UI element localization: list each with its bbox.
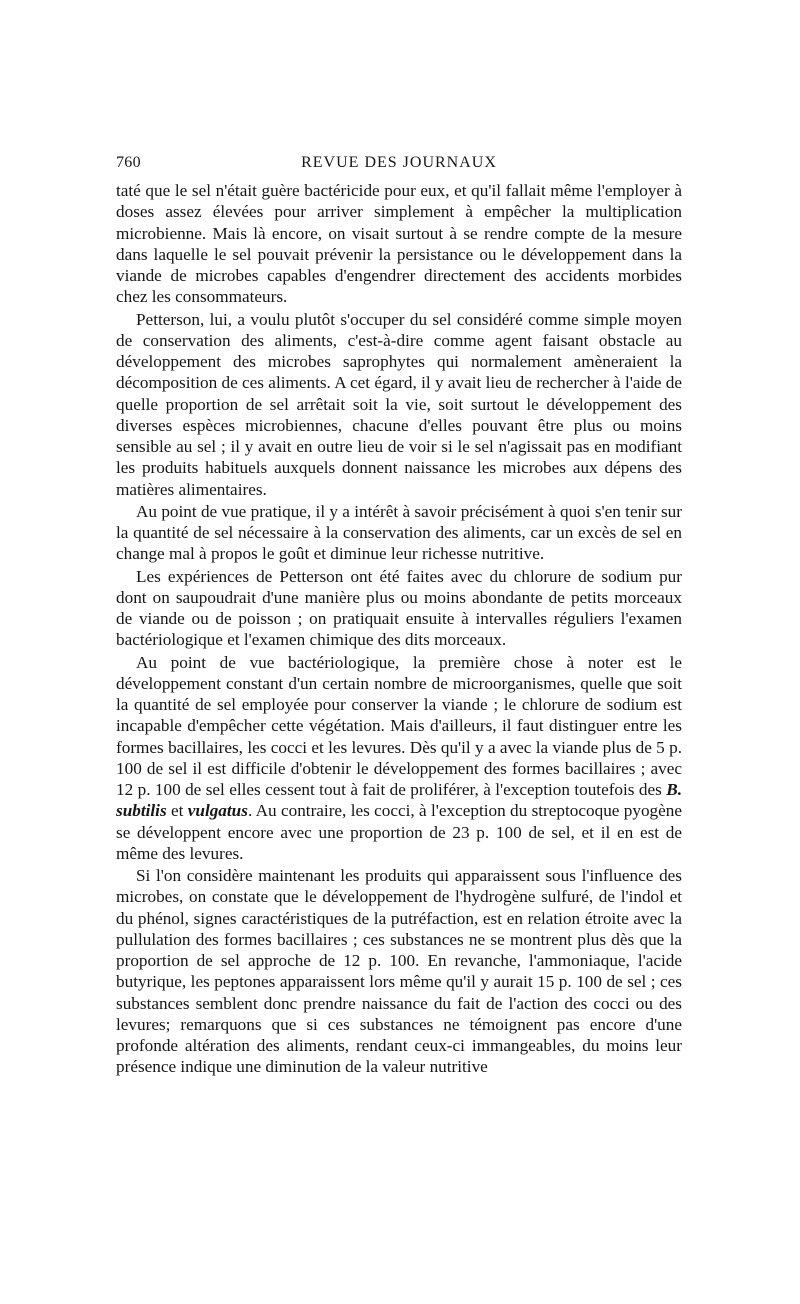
page-number: 760 — [116, 154, 141, 171]
paragraph-bacteriology — [116, 652, 682, 865]
paragraph-chemical-products: Si l'on considère maintenant les produits qui apparaissent sous l'influence des microbes, on constate que le développement de l'hydrogène sulfuré, de l'indol et du phénol, signes caractéristiques de la putréfaction, est en relation étroite avec la pullulation des formes bacillaires ; ces substances ne se montrent plus dès que la proportion de sel approche de 12 p. 100. En revanche, l'ammoniaque, l'acide butyrique, les peptones apparaissent lors même qu'il y aurait 15 p. 100 de sel ; ces substances semblent donc prendre naissance du fait de l'action des cocci ou des levures; remarquons que si ces substances ne témoignent pas encore d'une profonde altération des aliments, rendant ceux-ci immangeables, du moins leur présence indique une diminution de la valeur nutritive — [116, 866, 682, 1077]
bacteriology-text-start: Au point de vue bactériologique, la première chose à noter est le développement constant d'un certain nombre de microorganismes, quelle que soit la quantité de sel employée pour conserver la viande ; le chlorure de sodium est incapable d'empêcher cette végétation. Mais d'ailleurs, il faut distinguer entre les formes bacillaires, les cocci et les levures. Dès qu'il y a avec la viande plus de 5 p. 100 de sel il est difficile d'obtenir le développement des formes bacillaires ; avec 12 p. 100 de sel elles cessent tout à fait de proliférer, à l'exception toutefois des — [116, 652, 682, 799]
paragraph-experiments: Les expériences de Petterson ont été faites avec du chlorure de sodium pur dont on saupoudrait d'une manière plus ou moins abondante de petits morceaux de viande ou de poisson ; on pratiquait ensuite à intervalles réguliers l'examen bactériologique et l'examen chimique des dits morceaux. — [116, 566, 682, 650]
species-name-vulgatus: vulgatus — [187, 801, 248, 821]
running-head — [116, 154, 682, 180]
species-name-subtilis: B. subtilis — [116, 780, 683, 821]
paragraph-petterson-aim: Petterson, lui, a voulu plutôt s'occuper du sel considéré comme simple moyen de conservation des aliments, c'est-à-dire comme agent faisant obstacle au développement des microbes saprophytes qui normalement amèneraient la décomposition de ces aliments. A cet égard, il y avait lieu de rechercher à l'aide de quelle proportion de sel arrêtait soit la vie, soit surtout le développement des diverses espèces microbiennes, chacune d'elles pouvant être plus ou moins sensible au sel ; il y avait en outre lieu de voir si le sel n'agissait pas en modifiant les produits habituels auxquels donnent naissance les microbes aux dépens des matières alimentaires. — [116, 309, 682, 499]
bacteriology-text-mid: et — [166, 801, 188, 821]
journal-title: REVUE DES JOURNAUX — [301, 154, 497, 171]
bacteriology-text-end: . Au contraire, les cocci, à l'exception du streptocoque pyogène se développent encore avec une proportion de 23 p. 100 de sel, et il en est de même des levures. — [116, 801, 682, 863]
document-page — [116, 154, 682, 1078]
paragraph-continued: taté que le sel n'était guère bactéricide pour eux, et qu'il fallait même l'employer à doses assez élevées pour arriver simplement à empêcher la multiplication microbienne. Mais là encore, on visait surtout à se rendre compte de la mesure dans laquelle le sel pouvait prévenir la persistance ou le développement dans la viande de microbes capables d'engendrer directement des accidents morbides chez les consommateurs. — [116, 181, 682, 307]
paragraph-practical-view: Au point de vue pratique, il y a intérêt à savoir précisément à quoi s'en tenir sur la quantité de sel nécessaire à la conservation des aliments, car un excès de sel en change mal à propos le goût et diminue leur richesse nutritive. — [116, 501, 682, 564]
article-body — [116, 180, 682, 1078]
